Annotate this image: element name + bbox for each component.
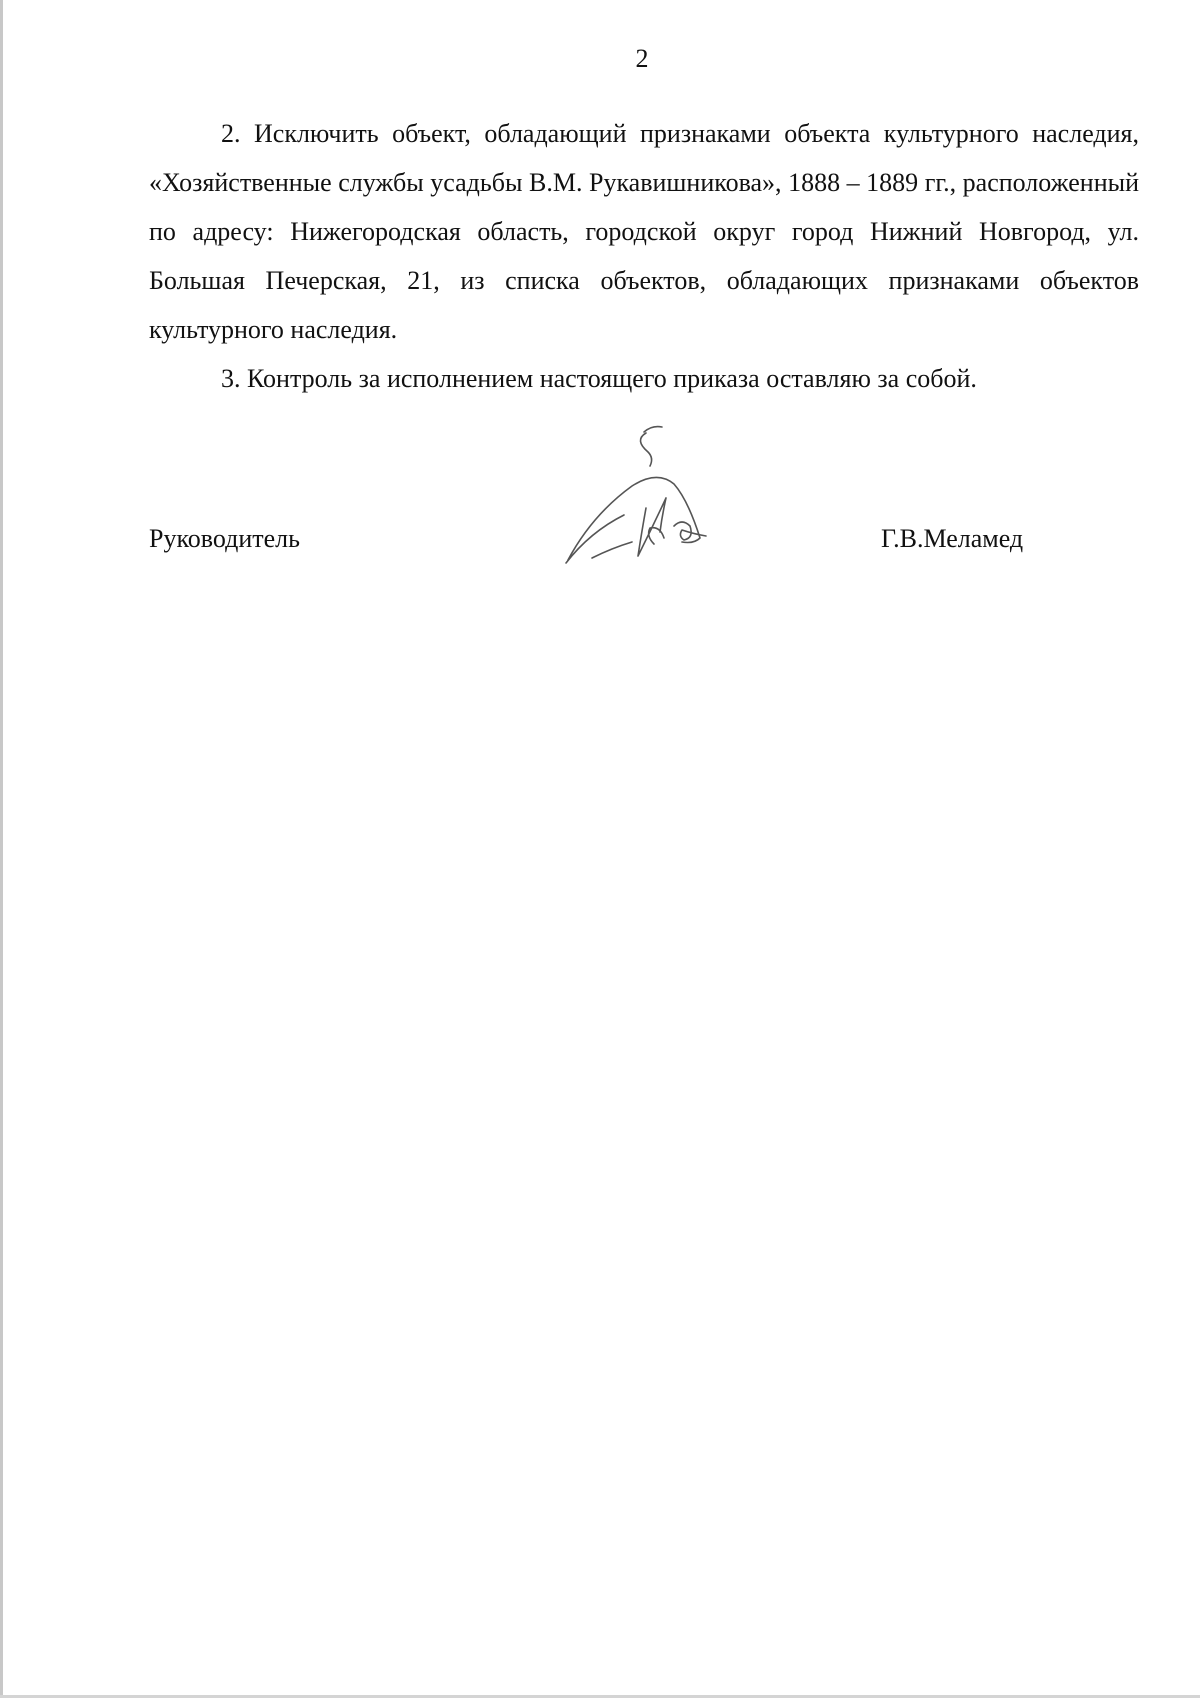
paragraph-2: 2. Исключить объект, обладающий признаками объекта культурного наследия, «Хозяйственные службы усадьбы В.М. Рукавишникова», 1888 – 1889 гг., расположенный по адресу: Нижегородская область, городской округ город Нижний Новгород, ул. Большая Печерская, 21, из списка объектов, обладающих признаками объектов культурного наследия. [149, 119, 1139, 344]
handwritten-signature-icon [562, 420, 732, 570]
document-body [149, 109, 1139, 403]
page-number: 2 [635, 44, 649, 73]
scan-left-edge [0, 0, 3, 1698]
paragraph-3: 3. Контроль за исполнением настоящего приказа оставляю за собой. [221, 364, 977, 393]
signer-title: Руководитель [149, 524, 300, 553]
signer-name: Г.В.Меламед [881, 524, 1024, 553]
